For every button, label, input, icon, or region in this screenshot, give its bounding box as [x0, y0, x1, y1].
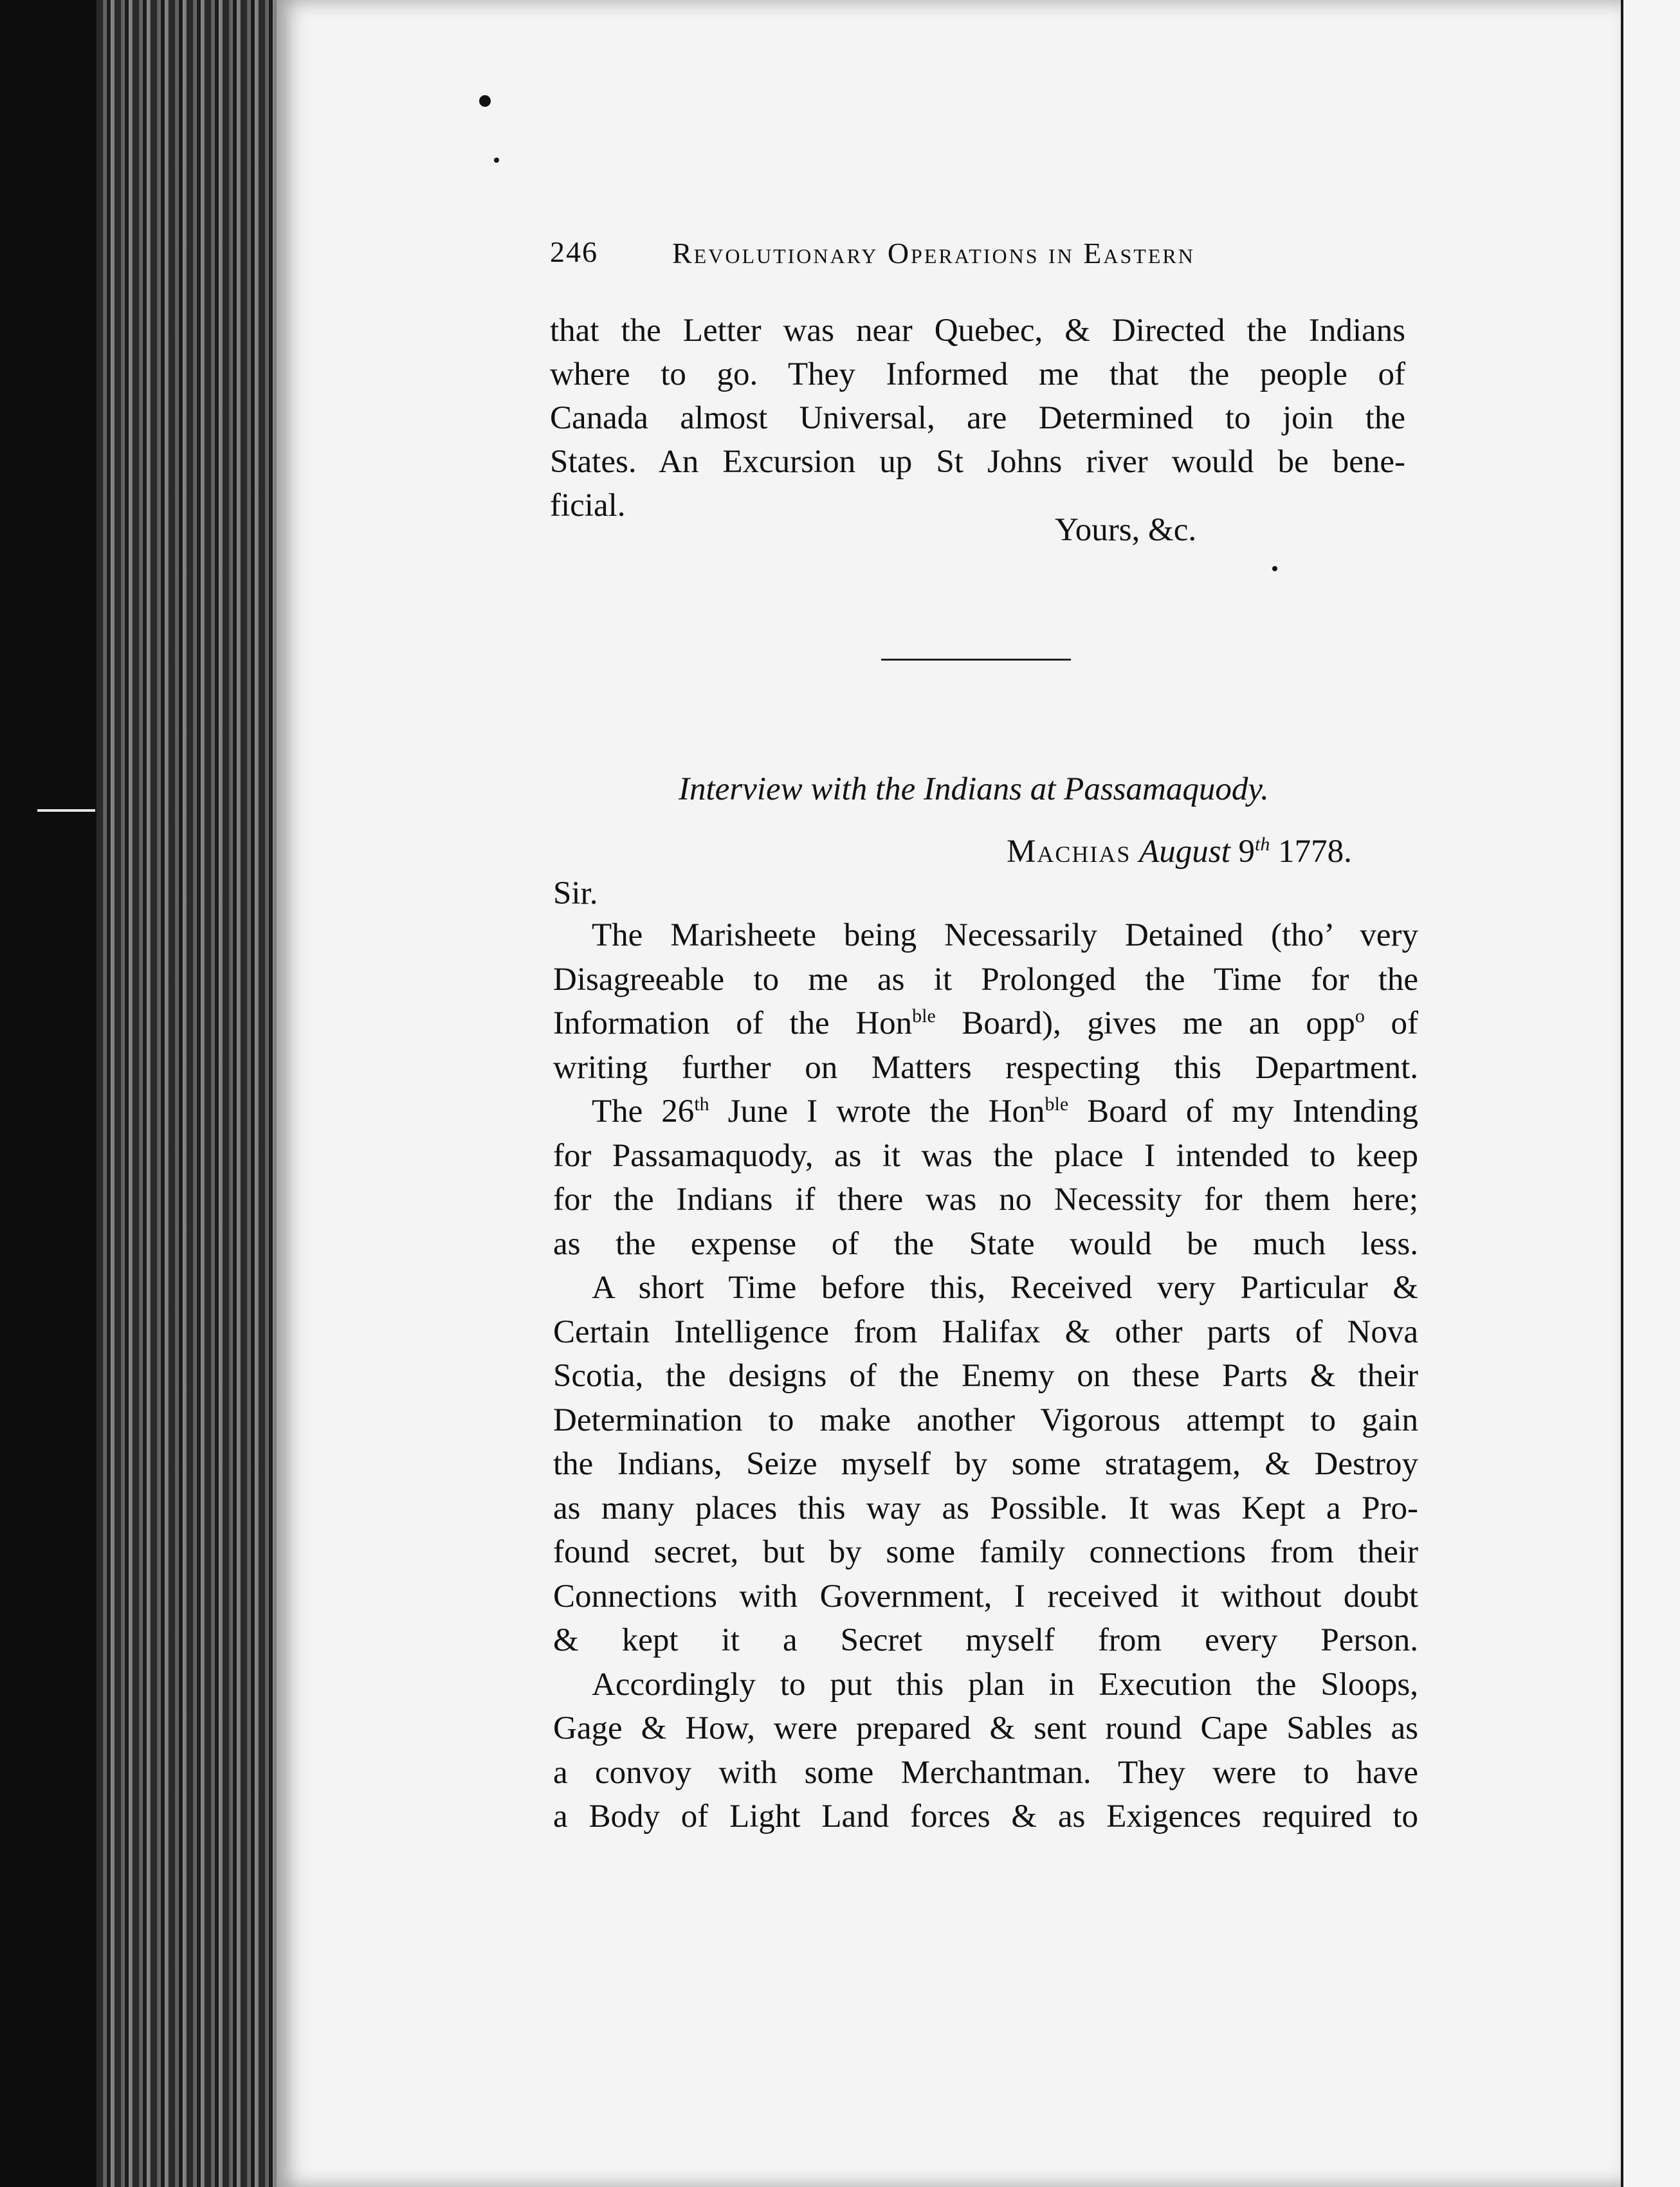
text-line: States. An Excursion up St Johns river would be bene- [550, 444, 1405, 480]
text-line: Disagreeable to me as it Prolonged the Time for the [553, 961, 1418, 998]
text-line: A short Time before this, Received very Particular & [592, 1270, 1418, 1306]
section-divider [881, 659, 1071, 661]
superscript: ble [912, 1005, 936, 1027]
text-line: as many places this way as Possible. It was Kept a Pro- [553, 1490, 1418, 1526]
dateline-day: 9 [1238, 834, 1255, 870]
text-line-segment: of [1364, 1005, 1419, 1041]
scan-edge-mark [37, 809, 95, 812]
text-line: & kept it a Secret myself from every Person. [553, 1622, 1418, 1658]
right-page-edge [1621, 0, 1680, 2187]
text-line-segment: June I wrote the Hon [709, 1094, 1045, 1130]
text-line-segment: The 26 [592, 1094, 695, 1130]
text-line: Scotia, the designs of the Enemy on these Parts & their [553, 1358, 1418, 1394]
text-line: a Body of Light Land forces & as Exigences required to [553, 1798, 1418, 1835]
text-line-segment: Board of my Intending [1068, 1094, 1418, 1130]
text-line-segment: Board), gives me an opp [935, 1005, 1355, 1041]
text-line: for the Indians if there was no Necessity for them here; [553, 1182, 1418, 1218]
dateline-month: August [1139, 834, 1230, 870]
running-head [550, 235, 1296, 280]
dateline-place: Machias [1007, 834, 1131, 870]
letter-closing: Yours, &c. [1055, 512, 1197, 548]
dateline-day-suffix: th [1255, 834, 1270, 855]
paragraph [553, 913, 1418, 1090]
text-line: for Passamaquody, as it was the place I intended to keep [553, 1137, 1418, 1174]
text-line-segment: Information of the Hon [553, 1005, 913, 1041]
text-line: writing further on Matters respecting this Department. [553, 1049, 1418, 1086]
text-line: Connections with Government, I received it without doubt [553, 1578, 1418, 1615]
text-line: ficial. [550, 488, 626, 524]
paragraph [553, 1090, 1418, 1266]
continuation-paragraph [550, 309, 1405, 527]
text-line: that the Letter was near Quebec, & Directed the Indians [550, 313, 1405, 349]
text-line: where to go. They Informed me that the people of [550, 356, 1405, 392]
text-line: found secret, but by some family connections from their [553, 1534, 1418, 1570]
book-page-edges [96, 0, 289, 2187]
superscript: o [1355, 1005, 1365, 1027]
text-line: Canada almost Universal, are Determined to join the [550, 400, 1405, 436]
text-line: Gage & How, were prepared & sent round Cape Sables as [553, 1710, 1418, 1746]
superscript: ble [1045, 1094, 1069, 1115]
page-number: 246 [550, 235, 598, 268]
paragraph [553, 1266, 1418, 1663]
text-line: a convoy with some Merchantman. They were to have [553, 1754, 1418, 1791]
ink-speck [494, 158, 499, 163]
section-heading: Interview with the Indians at Passamaquody. [679, 771, 1269, 807]
dateline [1007, 833, 1352, 870]
running-title: Revolutionary Operations in Eastern [672, 237, 1195, 270]
ink-speck [479, 95, 491, 107]
dateline-year: 1778. [1278, 834, 1352, 870]
letter-body [553, 913, 1418, 1839]
text-line: Accordingly to put this plan in Execution the Sloops, [592, 1666, 1418, 1703]
text-line: Determination to make another Vigorous attempt to gain [553, 1402, 1418, 1438]
paragraph [553, 1663, 1418, 1839]
ink-speck [1272, 566, 1277, 571]
salutation: Sir. [553, 875, 598, 911]
superscript: th [694, 1094, 709, 1115]
text-line: The Marisheete being Necessarily Detained (tho’ very [592, 917, 1418, 953]
text-line: as the expense of the State would be much less. [553, 1225, 1418, 1262]
text-line: Certain Intelligence from Halifax & other parts of Nova [553, 1313, 1418, 1350]
text-line: the Indians, Seize myself by some stratagem, & Destroy [553, 1446, 1418, 1482]
